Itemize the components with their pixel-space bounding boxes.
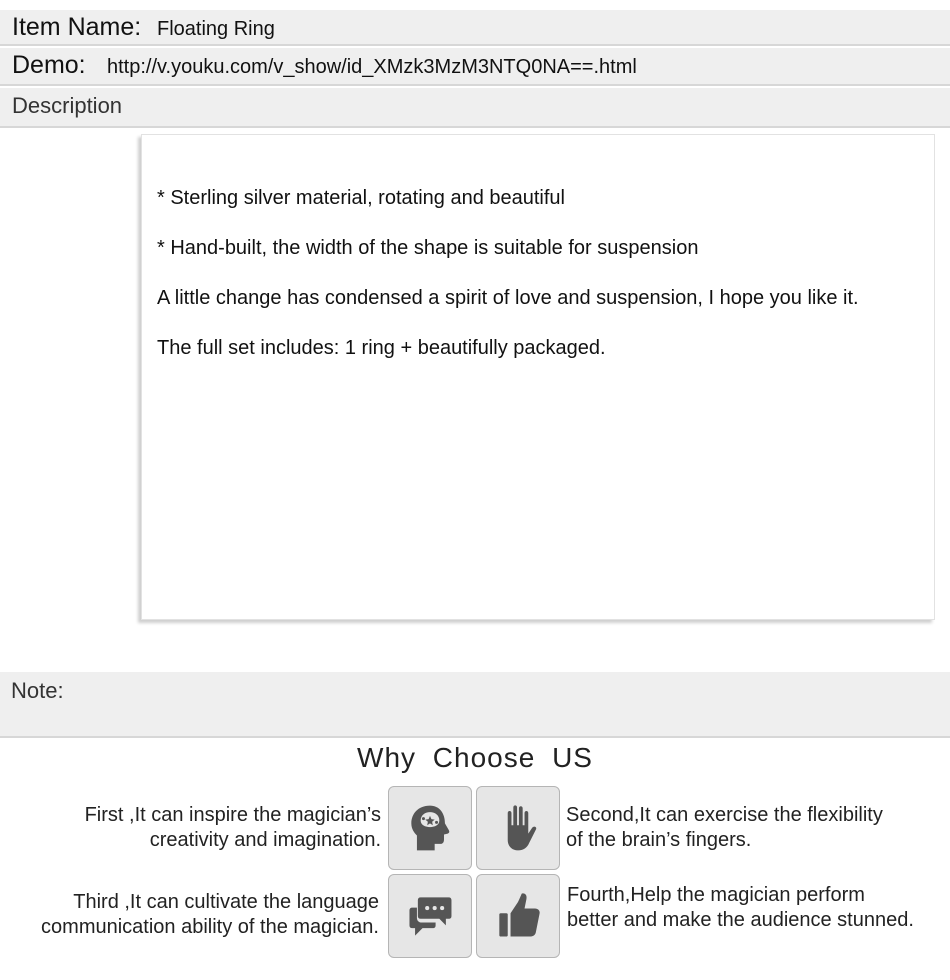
feature-first-line2: creativity and imagination. [149,829,381,851]
note-label: Note: [11,678,64,703]
description-line: A little change has condensed a spirit of love and suspension, I hope you like it. [157,287,859,309]
note-row [0,672,950,738]
description-header [0,88,950,128]
description-label: Description [12,93,123,118]
feature-first-tile [388,786,472,870]
description-box [141,134,935,620]
feature-second-text [566,803,883,853]
feature-fourth-line1: Fourth,Help the magician perform [567,884,865,906]
feature-second-line2: of the brain’s fingers. [566,829,752,851]
item-name-value: Floating Ring [157,18,275,40]
feature-first-line1: First ,It can inspire the magician’s [84,804,381,826]
demo-row [0,48,950,86]
feature-fourth-line2: better and make the audience stunned. [567,909,914,931]
chat-bubbles-icon [402,888,458,944]
hand-icon [490,800,546,856]
item-name-row [0,10,950,46]
feature-third-line1: Third ,It can cultivate the language [73,891,379,913]
item-name-label: Item Name: [12,13,142,41]
demo-link[interactable]: http://v.youku.com/v_show/id_XMzk3MzM3NTQ0NA==.html [107,56,637,78]
feature-second-line1: Second,It can exercise the flexibility [566,804,883,826]
feature-third-tile [388,874,472,958]
feature-fourth-text [567,883,914,933]
feature-first-text [85,803,381,853]
thumbs-up-icon [490,888,546,944]
feature-third-text [41,890,379,940]
description-line: * Hand-built, the width of the shape is suitable for suspension [157,237,699,259]
feature-fourth-tile [476,874,560,958]
description-line: * Sterling silver material, rotating and beautiful [157,187,565,209]
why-choose-us-title: Why Choose US [357,742,593,773]
description-line: The full set includes: 1 ring + beautifully packaged. [157,337,606,359]
head-brain-icon [402,800,458,856]
feature-second-tile [476,786,560,870]
feature-third-line2: communication ability of the magician. [41,916,379,938]
demo-label: Demo: [12,51,86,79]
